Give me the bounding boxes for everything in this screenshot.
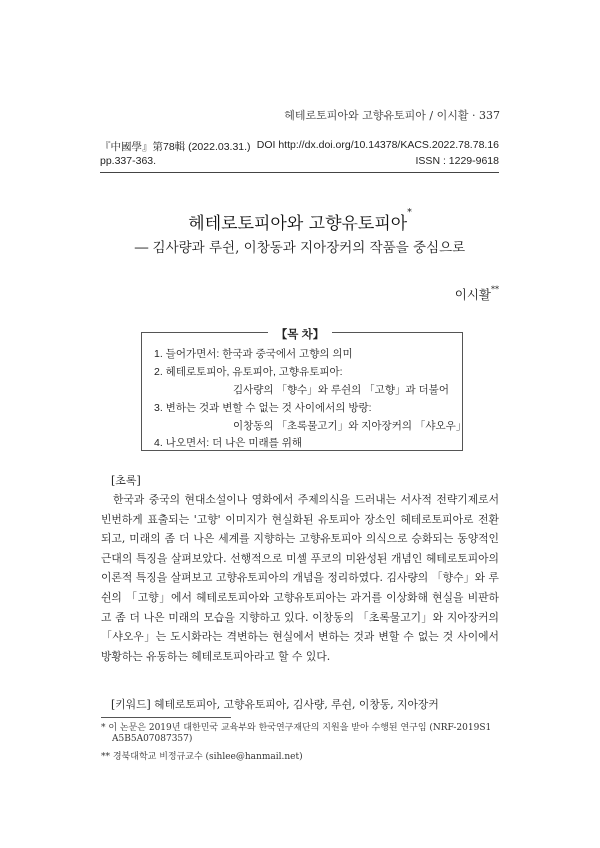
paper-subtitle: ― 김사량과 루쉰, 이창동과 지아장커의 작품을 중심으로 — [134, 240, 466, 256]
toc-item-3-sub: 이창동의 「초록물고기」와 지아장커의 「샤오우」 — [233, 420, 467, 432]
abstract-body: 한국과 중국의 현대소설이나 영화에서 주제의식을 드러내는 서사적 전략기제로서 빈번하게 표출되는 '고향' 이미지가 현실화된 유토피아 장소인 헤테로토피아로 전환되고, 미래의 좀 더 나은 세계를 지향하는 고향유토피아 의식으로 승화되는 동양적인 근대의 특징을 살펴보았다. 선행적으로 미셸 푸코의 미완성된 개념인 헤테로토피아의 이론적 특징을 살펴보고 고향유토피아의 개념을 정리하였다. 김사량의 「향수」와 루쉰의 「고향」에서 헤테로토피아와 고향유토피아는 과거를 이상화해 현실을 비판하고 좀 더 나은 미래의 모습을 지향하고 있다. 이창동의 「초록물고기」와 지아장커의 「샤오우」는 도시화라는 격변하는 현실에서 변하는 것과 변할 수 없는 것 사이에서 방황하는 유동하는 헤테로토피아라고 할 수 있다. — [101, 493, 499, 663]
toc-item-4: 4. 나오면서: 더 나은 미래를 위해 — [154, 437, 302, 449]
footnote-divider — [101, 717, 231, 718]
footnote-2: ** 경북대학교 비정규교수 (sihlee@hanmail.net) — [101, 752, 303, 762]
keywords: [키워드] 헤테로토피아, 고향유토피아, 김사량, 루쉰, 이창동, 지아장커 — [111, 698, 439, 711]
journal-citation: 『中國學』第78輯 (2022.03.31.) — [100, 141, 251, 153]
paper-title — [0, 209, 600, 234]
doi-link[interactable]: DOI http://dx.doi.org/10.14378/KACS.2022.78.78.16 — [256, 139, 499, 151]
title-footnote-mark: * — [407, 208, 412, 218]
abstract-label: [초록] — [111, 474, 141, 487]
page-range: pp.337-363. — [100, 155, 157, 167]
toc-item-3: 3. 변하는 것과 변할 수 없는 것 사이에서의 방랑: — [154, 402, 372, 414]
running-header: 헤테로토피아와 고향유토피아 / 이시활 · 337 — [284, 109, 500, 122]
toc-item-2-sub: 김사량의 「향수」와 루쉰의 「고향」과 더불어 — [233, 384, 449, 396]
author-name: 이시활 — [454, 287, 491, 302]
author — [455, 285, 499, 303]
author-footnote-mark: ** — [491, 285, 499, 294]
footnote-1-continued: A5B5A07087357) — [112, 734, 193, 744]
title-text: 헤테로토피아와 고향유토피아 — [188, 214, 408, 234]
meta-divider — [100, 172, 499, 173]
toc-heading-text: 【목 차】 — [268, 329, 332, 341]
toc-heading — [0, 323, 600, 342]
issn: ISSN : 1229-9618 — [415, 155, 499, 167]
footnote-1: * 이 논문은 2019년 대한민국 교육부와 한국연구재단의 지원을 받아 수행된 연구임 (NRF-2019S1 — [101, 723, 492, 733]
toc-item-2: 2. 헤테로토피아, 유토피아, 고향유토피아: — [154, 366, 343, 378]
toc-item-1: 1. 들어가면서: 한국과 중국에서 고향의 의미 — [154, 348, 353, 360]
